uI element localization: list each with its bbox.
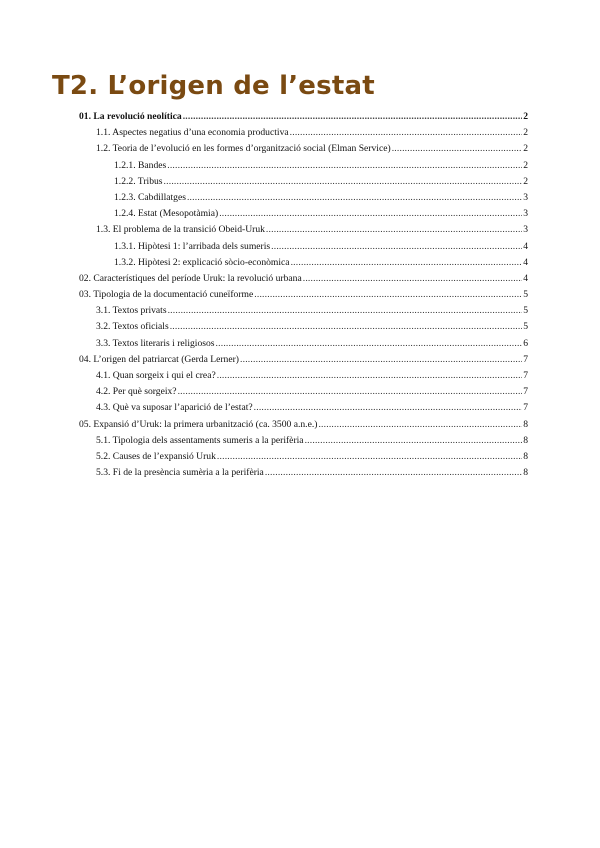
toc-dot-leader xyxy=(305,433,523,449)
toc-page-number: 8 xyxy=(523,450,528,462)
toc-entry-line xyxy=(96,384,528,400)
toc-entry[interactable] xyxy=(0,158,600,174)
toc-entry-label: 1.1. Aspectes negatius d’una economia productiva xyxy=(96,127,289,139)
toc-entry-line xyxy=(96,449,528,465)
toc-entry[interactable] xyxy=(0,449,600,465)
toc-dot-leader xyxy=(167,158,522,174)
toc-entry[interactable] xyxy=(0,417,600,433)
toc-page-number: 2 xyxy=(523,175,528,187)
toc-entry[interactable] xyxy=(0,368,600,384)
toc-entry-line xyxy=(96,368,528,384)
toc-page-number: 6 xyxy=(523,337,528,349)
toc-entry[interactable] xyxy=(0,287,600,303)
toc-entry[interactable] xyxy=(0,174,600,190)
table-of-contents xyxy=(0,109,600,481)
toc-entry-line xyxy=(96,465,528,481)
toc-dot-leader xyxy=(217,449,522,465)
toc-dot-leader xyxy=(303,271,522,287)
toc-entry-line xyxy=(114,206,528,222)
toc-entry-line xyxy=(114,190,528,206)
toc-page-number: 7 xyxy=(523,353,528,365)
toc-entry-line xyxy=(114,239,528,255)
toc-page-number: 5 xyxy=(523,289,528,301)
toc-entry-line xyxy=(96,319,528,335)
toc-page-number: 4 xyxy=(523,240,528,252)
toc-entry-label: 03. Tipologia de la documentació cuneïforme xyxy=(79,289,254,301)
toc-entry[interactable] xyxy=(0,384,600,400)
toc-entry-line xyxy=(96,141,528,157)
toc-entry-label: 4.3. Què va suposar l’aparició de l’estat? xyxy=(96,402,253,414)
toc-dot-leader xyxy=(168,303,523,319)
toc-entry-label: 02. Característiques del període Uruk: la revolució urbana xyxy=(79,272,302,284)
toc-dot-leader xyxy=(219,206,522,222)
toc-entry-label: 4.2. Per què sorgeix? xyxy=(96,386,177,398)
toc-dot-leader xyxy=(266,222,522,238)
toc-dot-leader xyxy=(254,400,523,416)
toc-entry-line xyxy=(114,174,528,190)
toc-dot-leader xyxy=(240,352,522,368)
toc-entry-label: 1.3.2. Hipòtesi 2: explicació sòcio-econòmica xyxy=(114,256,290,268)
toc-page-number: 7 xyxy=(523,386,528,398)
toc-entry-label: 3.1. Textos privats xyxy=(96,305,167,317)
page-title: T2. L’origen de l’estat xyxy=(52,71,375,101)
toc-entry[interactable] xyxy=(0,141,600,157)
toc-entry-line xyxy=(96,433,528,449)
toc-entry[interactable] xyxy=(0,319,600,335)
toc-dot-leader xyxy=(392,141,523,157)
toc-entry-label: 1.2.1. Bandes xyxy=(114,159,167,171)
toc-page-number: 2 xyxy=(523,159,528,171)
toc-entry-label: 5.1. Tipologia dels assentaments sumeris a la perifèria xyxy=(96,434,304,446)
toc-dot-leader xyxy=(216,336,523,352)
toc-entry[interactable] xyxy=(0,125,600,141)
toc-entry-line xyxy=(96,400,528,416)
toc-page-number: 4 xyxy=(523,272,528,284)
toc-entry-line xyxy=(79,352,528,368)
toc-dot-leader xyxy=(271,239,522,255)
toc-dot-leader xyxy=(217,368,522,384)
toc-page-number: 2 xyxy=(523,127,528,139)
toc-dot-leader xyxy=(290,125,523,141)
toc-entry[interactable] xyxy=(0,336,600,352)
toc-entry-label: 1.3. El problema de la transició Obeid-Uruk xyxy=(96,224,265,236)
toc-page-number: 7 xyxy=(523,402,528,414)
toc-entry[interactable] xyxy=(0,271,600,287)
toc-dot-leader xyxy=(318,417,522,433)
toc-entry-line xyxy=(79,271,528,287)
toc-entry-line xyxy=(114,255,528,271)
toc-dot-leader xyxy=(178,384,523,400)
toc-entry-label: 01. La revolució neolítica xyxy=(79,111,182,122)
toc-entry[interactable] xyxy=(0,109,600,125)
toc-page-number: 8 xyxy=(523,467,528,479)
toc-dot-leader xyxy=(170,319,523,335)
toc-entry[interactable] xyxy=(0,352,600,368)
toc-page-number: 2 xyxy=(523,111,528,122)
toc-entry-label: 5.3. Fi de la presència sumèria a la perifèria xyxy=(96,467,264,479)
toc-entry-line xyxy=(96,222,528,238)
toc-page-number: 7 xyxy=(523,370,528,381)
toc-entry[interactable] xyxy=(0,433,600,449)
toc-page-number: 8 xyxy=(523,434,528,446)
toc-entry-label: 04. L’origen del patriarcat (Gerda Lerner) xyxy=(79,353,239,365)
toc-entry-line xyxy=(79,417,528,433)
toc-entry-label: 1.2. Teoria de l’evolució en les formes d’organització social (Elman Service) xyxy=(96,143,391,155)
toc-page-number: 4 xyxy=(523,256,528,268)
toc-dot-leader xyxy=(291,255,523,271)
toc-dot-leader xyxy=(265,465,522,481)
toc-entry-label: 3.2. Textos oficials xyxy=(96,321,169,333)
toc-dot-leader xyxy=(183,109,523,125)
toc-entry-line xyxy=(96,336,528,352)
toc-entry[interactable] xyxy=(0,400,600,416)
toc-entry[interactable] xyxy=(0,206,600,222)
toc-page-number: 3 xyxy=(523,224,528,236)
toc-entry-line xyxy=(114,158,528,174)
toc-entry-line xyxy=(96,125,528,141)
toc-entry-label: 1.2.2. Tribus xyxy=(114,175,163,187)
toc-page-number: 3 xyxy=(523,191,528,203)
toc-page-number: 8 xyxy=(523,418,528,430)
toc-dot-leader xyxy=(187,190,522,206)
toc-entry-label: 4.1. Quan sorgeix i qui el crea? xyxy=(96,370,216,381)
toc-entry-label: 1.3.1. Hipòtesi 1: l’arribada dels sumeris xyxy=(114,240,271,252)
toc-entry-label: 1.2.3. Cabdillatges xyxy=(114,191,186,203)
toc-entry[interactable] xyxy=(0,190,600,206)
toc-entry[interactable] xyxy=(0,255,600,271)
toc-entry[interactable] xyxy=(0,222,600,238)
toc-entry-line xyxy=(79,109,528,125)
toc-dot-leader xyxy=(164,174,523,190)
toc-dot-leader xyxy=(254,287,522,303)
toc-entry-label: 3.3. Textos literaris i religiosos xyxy=(96,337,215,349)
toc-page-number: 5 xyxy=(523,305,528,317)
toc-entry-label: 5.2. Causes de l’expansió Uruk xyxy=(96,450,216,462)
toc-page-number: 5 xyxy=(523,321,528,333)
toc-entry[interactable] xyxy=(0,465,600,481)
toc-entry[interactable] xyxy=(0,239,600,255)
toc-page-number: 3 xyxy=(523,208,528,220)
toc-page-number: 2 xyxy=(523,143,528,155)
toc-entry-label: 05. Expansió d’Uruk: la primera urbanització (ca. 3500 a.n.e.) xyxy=(79,418,318,430)
toc-entry-label: 1.2.4. Estat (Mesopotàmia) xyxy=(114,208,219,220)
toc-entry-line xyxy=(79,287,528,303)
toc-entry[interactable] xyxy=(0,303,600,319)
toc-entry-line xyxy=(96,303,528,319)
